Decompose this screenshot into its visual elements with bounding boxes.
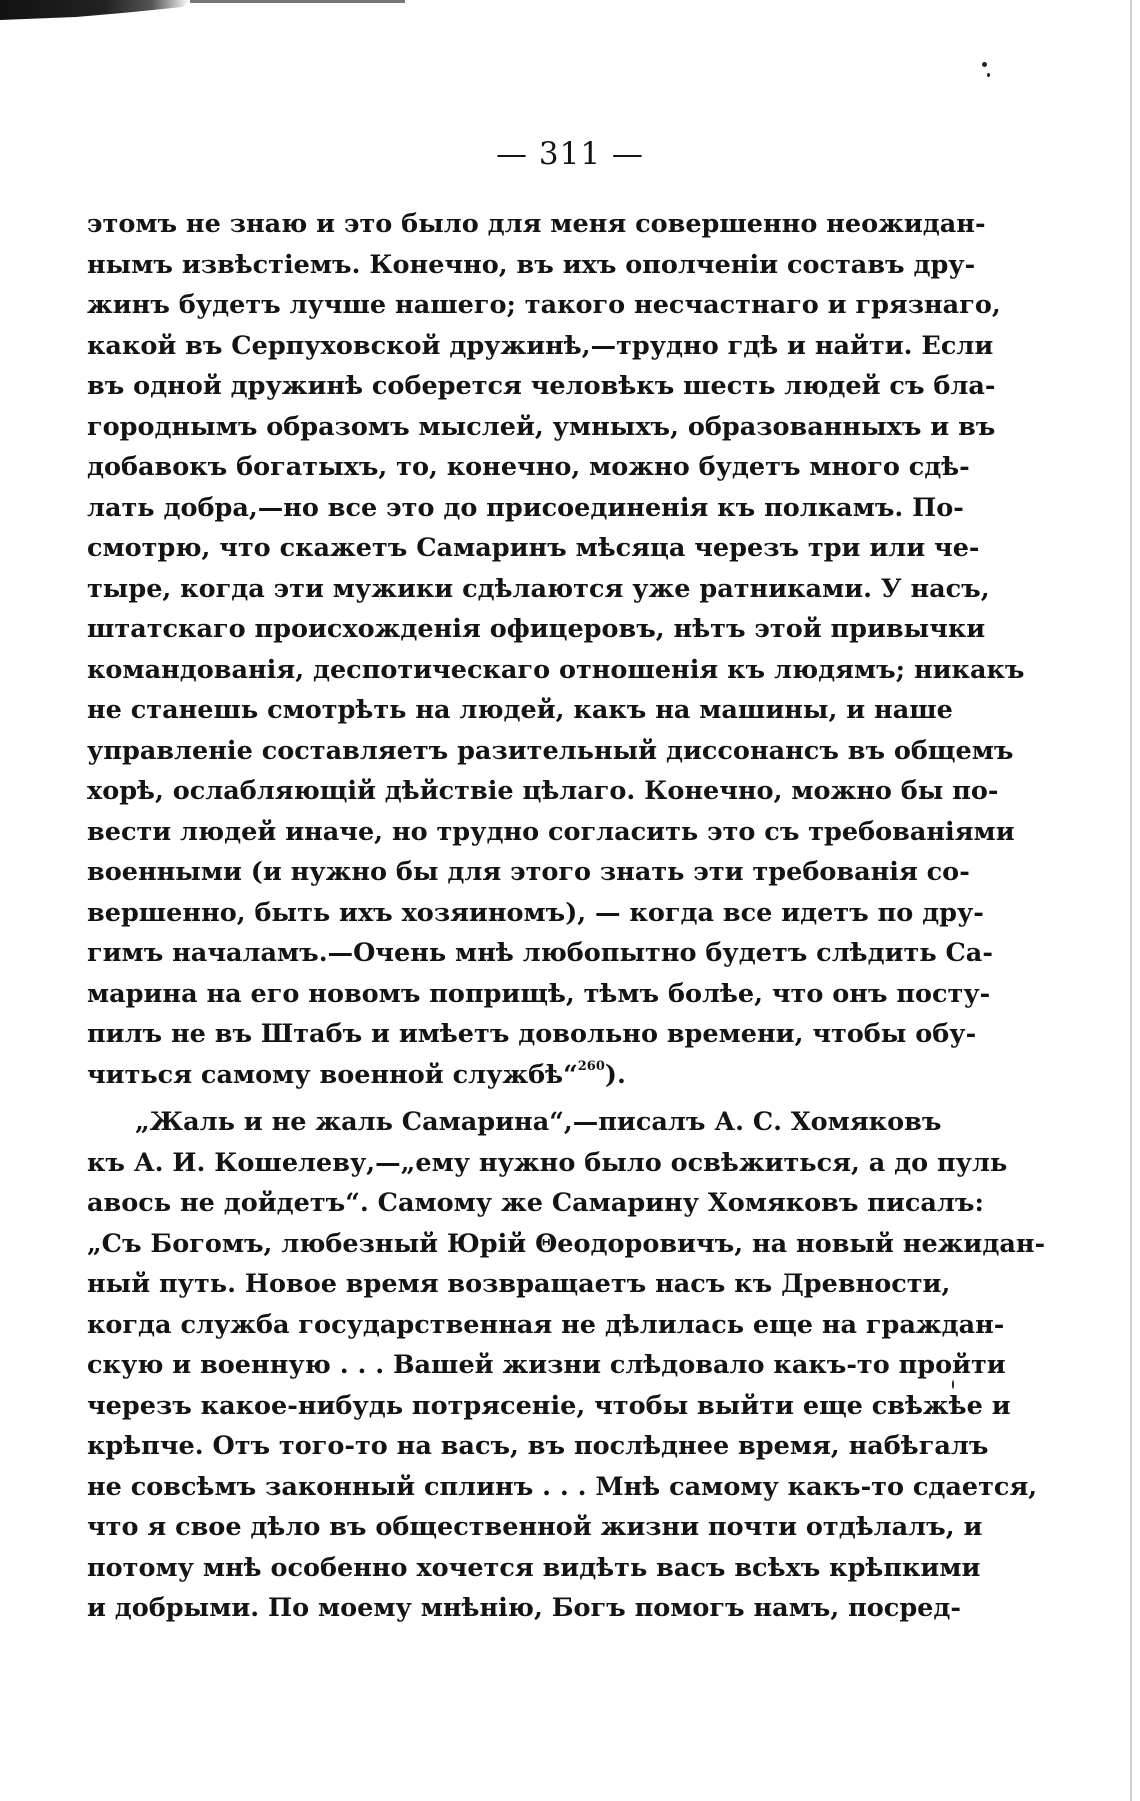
text-line: смотрю, что скажетъ Самаринъ мѣсяца черезъ три или че-	[87, 533, 980, 563]
text-line: крѣпче. Отъ того-то на васъ, въ послѣднее время, набѣгалъ	[87, 1431, 989, 1461]
text-line: потому мнѣ особенно хочется видѣть васъ всѣхъ крѣпкими	[87, 1552, 981, 1583]
scan-speck	[952, 1380, 954, 1389]
text-line: не станешь смотрѣть на людей, какъ на машины, и наше	[87, 695, 953, 725]
text-line: марина на его новомъ поприщѣ, тѣмъ болѣе, что онъ посту-	[87, 978, 991, 1009]
text-line: вершенно, быть ихъ хозяиномъ), — когда все идетъ по дру-	[87, 897, 984, 928]
page-body	[87, 204, 1046, 1629]
scan-right-edge	[1130, 0, 1132, 1801]
paragraph	[87, 204, 1025, 1095]
text-line: черезъ какое-нибудь потрясеніе, чтобы выйти еще свѣжѣе и	[87, 1390, 1011, 1421]
scan-speck	[982, 62, 987, 67]
text-line: нымъ извѣстіемъ. Конечно, въ ихъ ополченіи составъ дру-	[87, 249, 976, 280]
text-line: добавокъ богатыхъ, то, конечно, можно будетъ много сдѣ-	[87, 452, 970, 482]
text-line: управленіе составляетъ разительный диссонансъ въ общемъ	[87, 735, 1014, 766]
text-line: къ А. И. Кошелеву,—„ему нужно было освѣжиться, а до пуль	[87, 1147, 1008, 1178]
text-line: въ одной дружинѣ соберется человѣкъ шесть людей съ бла-	[87, 371, 996, 401]
text-line: когда служба государственная не дѣлилась еще на граждан-	[87, 1309, 1005, 1340]
text-line: лать добра,—но все это до присоединенія къ полкамъ. По-	[87, 492, 964, 523]
text-line: не совсѣмъ законный сплинъ . . . Мнѣ самому какъ-то сдается,	[87, 1471, 1038, 1502]
text-line: „Жаль и не жаль Самарина“,—писалъ А. С. Хомяковъ	[135, 1107, 942, 1137]
text-line: пилъ не въ Штабъ и имѣетъ довольно времени, чтобы обу-	[87, 1019, 977, 1049]
last-line-text: читься самому военной службѣ“	[87, 1059, 578, 1090]
last-line-tail: ).	[604, 1059, 626, 1090]
text-line: ный путь. Новое время возвращаетъ насъ къ Древности,	[87, 1269, 951, 1299]
text-line-last	[87, 1055, 915, 1096]
scan-edge-line	[190, 0, 405, 3]
text-line: военными (и нужно бы для этого знать эти требованія со-	[87, 857, 970, 887]
scan-edge-smudge	[0, 0, 190, 20]
text-line: и добрыми. По моему мнѣнію, Богъ помогъ намъ, посред-	[87, 1593, 961, 1623]
text-line: гимъ началамъ.—Очень мнѣ любопытно будетъ слѣдить Са-	[87, 938, 993, 968]
text-line: жинъ будетъ лучше нашего; такого несчастнаго и грязнаго,	[87, 290, 1001, 320]
text-line: какой въ Серпуховской дружинѣ,—трудно гдѣ и найти. Если	[87, 330, 994, 361]
text-line: штатскаго происхожденія офицеровъ, нѣтъ этой привычки	[87, 614, 986, 644]
text-line: вести людей иначе, но трудно согласить это съ требованіями	[87, 816, 1015, 847]
text-line: командованія, деспотическаго отношенія къ людямъ; никакъ	[87, 654, 1025, 685]
page-number: — 311 —	[496, 136, 644, 172]
text-line: „Съ Богомъ, любезный Юрій Θеодоровичъ, на новый нежидан-	[87, 1228, 1046, 1259]
text-line: скую и военную . . . Вашей жизни слѣдовало какъ-то пройти	[87, 1350, 1006, 1380]
text-line: что я свое дѣло въ общественной жизни почти отдѣлалъ, и	[87, 1512, 983, 1542]
footnote-reference: 260	[577, 1058, 605, 1074]
paragraph	[87, 1102, 1046, 1629]
text-line: тыре, когда эти мужики сдѣлаются уже ратниками. У насъ,	[87, 573, 990, 604]
scan-speck	[987, 73, 990, 77]
text-line: авось не дойдетъ“. Самому же Самарину Хомяковъ писалъ:	[87, 1188, 984, 1218]
text-line: этомъ не знаю и это было для меня совершенно неожидан-	[87, 209, 986, 239]
text-line: хорѣ, ослабляющій дѣйствіе цѣлаго. Конечно, можно бы по-	[87, 776, 999, 806]
text-line: городнымъ образомъ мыслей, умныхъ, образованныхъ и въ	[87, 411, 996, 442]
